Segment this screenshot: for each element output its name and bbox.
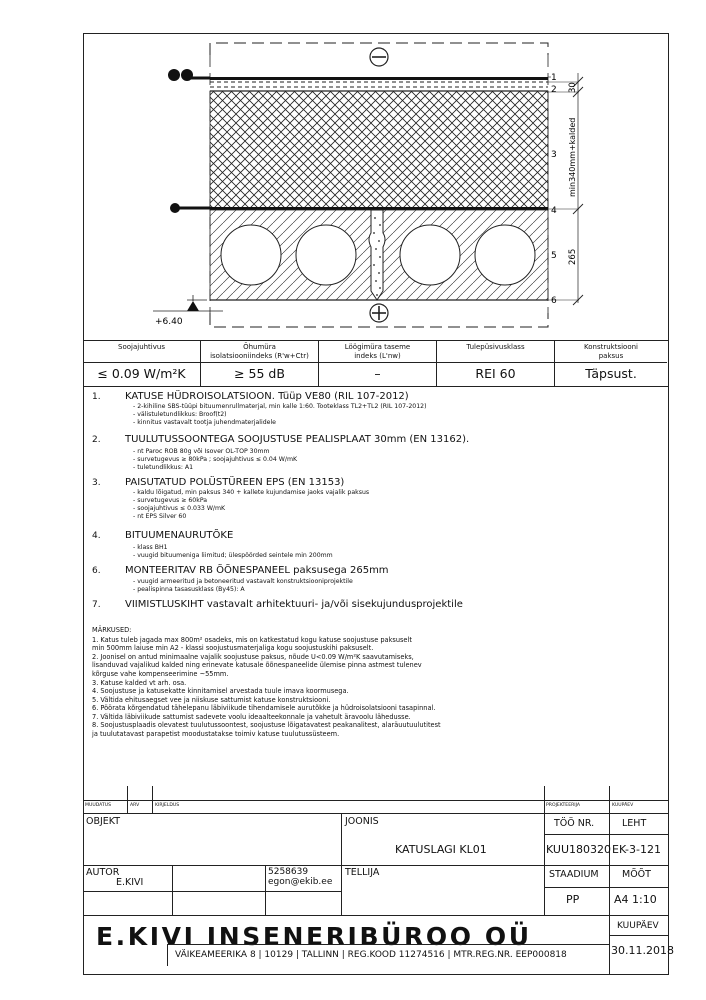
divider <box>152 786 153 814</box>
property-value: ≥ 55 dB <box>234 366 285 381</box>
phone-number: 5258639 <box>268 867 309 877</box>
property-value: REI 60 <box>475 366 516 381</box>
spec-detail: - pealispinna tasasusklass (By45): A <box>133 586 245 593</box>
divider <box>172 865 173 915</box>
note-line: min 500mm laiuse min A2 - klassi soojustusmaterjaliga kogu soojustuskihi paksuselt. <box>92 644 374 652</box>
drawing-title: KATUSLAGI KL01 <box>395 843 487 856</box>
autor-value: E.KIVI <box>116 877 144 888</box>
divider <box>544 786 545 814</box>
spec-number: 1. <box>92 392 101 402</box>
property-value: Täpsust. <box>585 366 637 381</box>
too-nr-label: TÖÖ NR. <box>554 818 595 829</box>
spec-detail: - tuletundlikkus: A1 <box>133 464 194 471</box>
layer-number: 2 <box>551 85 557 95</box>
level-label: +6.40 <box>155 317 183 327</box>
spec-number: 6. <box>92 566 101 576</box>
spec-title: VIIMISTLUSKIHT vastavalt arhitektuuri- ja/või sisekujundusprojektile <box>125 599 463 610</box>
layer-number: 5 <box>551 251 557 261</box>
note-line: 3. Katuse kalded vt arh. osa. <box>92 679 187 687</box>
dim-top: 30 <box>568 82 578 93</box>
autor-label: AUTOR <box>86 867 120 878</box>
company-address: VÄIKEAMEERIKA 8 | 10129 | TALLINN | REG.KOOD 11274516 | MTR.REG.NR. EEP000818 <box>175 950 567 960</box>
note-line: 1. Katus tuleb jagada max 800m² osadeks, mis on katkestatud kogu katuse soojustuse paksuselt <box>92 636 412 644</box>
divider <box>83 891 341 892</box>
divider <box>544 887 669 888</box>
property-heading: Õhumüra isolatsiooniindeks (R'w+Ctr) <box>201 341 318 363</box>
divider <box>609 915 669 916</box>
spec-number: 2. <box>92 435 101 445</box>
spec-title: KATUSE HÜDROISOLATSIOON. Tüüp VE80 (RIL 107-2012) <box>125 391 409 402</box>
layer-number: 3 <box>551 150 557 160</box>
divider <box>341 814 342 915</box>
spec-title: MONTEERITAV RB ÕÕNESPANEEL paksusega 265mm <box>125 565 389 576</box>
spec-detail: - vuugid bituumeniga liimitud; ülespöörded seintele min 200mm <box>133 552 333 559</box>
divider <box>127 786 128 814</box>
membrane-roll-icon <box>168 69 180 81</box>
property-value: ≤ 0.09 W/m²K <box>97 366 186 381</box>
membrane-roll-icon <box>170 203 180 213</box>
too-nr-value: KUU180320 <box>546 843 612 856</box>
property-column <box>83 341 201 386</box>
spec-detail: - kaldu lõigatud, min paksus 340 + kallete kujundamise jaoks vajalik paksus <box>133 489 370 496</box>
spec-number: 3. <box>92 478 101 488</box>
kuupaev-value: 30.11.2018 <box>611 944 674 957</box>
spec-number: 7. <box>92 600 101 610</box>
property-column <box>201 341 319 386</box>
spec-title: PAISUTATUD POLÜSTÜREEN EPS (EN 13153) <box>125 477 345 488</box>
company-name: E.KIVI INSENERIBÜROO OÜ <box>96 922 532 951</box>
note-line: kõrguse vahe kompenseerimine ~55mm. <box>92 670 229 678</box>
note-line: 5. Vältida ehitusaegset vee ja niiskuse sattumist katuse konstruktsiooni. <box>92 696 331 704</box>
spec-detail: - survetugevus ≥ 80kPa ; soojajuhtivus ≤ 0.04 W/mK <box>133 456 298 463</box>
revision-col-arv: ARV <box>130 803 140 808</box>
layer-number: 1 <box>551 73 557 83</box>
tellija-label: TELLIJA <box>345 867 380 878</box>
spec-title: BITUUMENAURUTÕKE <box>125 530 234 541</box>
property-column <box>319 341 437 386</box>
spec-detail: - klass BH1 <box>133 544 168 551</box>
leht-label: LEHT <box>622 818 647 829</box>
property-heading: Soojajuhtivus <box>83 341 200 363</box>
spec-detail: - nt Paroc ROB 80g või Isover OL-TOP 30mm <box>133 448 270 455</box>
staadium-label: STAADIUM <box>549 869 599 880</box>
moot-value: A4 1:10 <box>614 893 657 906</box>
spec-detail: - vuugid armeeritud ja betoneeritud vastavalt konstruktsiooniprojektile <box>133 578 353 585</box>
spec-detail: - kinnitus vastavalt tootja juhendmaterjalidele <box>133 419 276 426</box>
dim-insulation: min340mm+kalded <box>568 117 577 197</box>
divider <box>83 915 609 916</box>
note-line: ja tuulutatavast parapetist moodustatakse toimiv katuse tuulutussüsteem. <box>92 730 340 738</box>
divider <box>609 935 669 936</box>
divider <box>544 814 545 915</box>
kuupaev-label: KUUPÄEV <box>617 921 659 931</box>
divider <box>609 786 610 814</box>
roof-section-drawing <box>83 33 669 340</box>
revision-col-kirjeldus: KIRJELDUS <box>155 803 180 808</box>
layer-number: 4 <box>551 206 557 216</box>
spec-detail: - nt EPS Silver 60 <box>133 513 187 520</box>
divider <box>609 814 610 975</box>
divider <box>544 834 669 835</box>
note-line: 7. Vältida läbiviikude sattumist sadevete voolu ideaalteekonnale ja vahetult äravoolu lähedusse. <box>92 713 411 721</box>
spec-title: TUULUTUSSOONTEGA SOOJUSTUSE PEALISPLAAT 30mm (EN 13162). <box>125 434 470 445</box>
divider <box>265 865 266 915</box>
dim-slab: 265 <box>568 248 578 265</box>
moot-label: MÕÕT <box>622 869 651 880</box>
note-line: 8. Soojustusplaadis olevatest tuulutussoontest, soojustuse lõigatavatest peakanalitest, alaräuutuulutitest <box>92 721 441 729</box>
revision-col-kuupaev: KUUPÄEV <box>612 803 634 808</box>
objekt-label: OBJEKT <box>86 816 121 827</box>
revision-col-muudatus: MUUDATUS <box>85 803 112 808</box>
spec-detail: - 2-kihiline SBS-tüüpi bituumenrullmaterjal, min kalle 1:60. Tooteklass TL2+TL2 (RIL 107-2012) <box>133 403 427 410</box>
properties-table <box>83 340 669 387</box>
property-heading: Tulepüsivusklass <box>437 341 554 363</box>
spec-detail: - soojajuhtivus ≤ 0.033 W/mK <box>133 505 226 512</box>
spec-detail: - välistuletundlikkus: Broof(t2) <box>133 411 227 418</box>
joonis-label: JOONIS <box>345 816 379 827</box>
revision-col-projekteerija: PROJEKTEERIJA <box>546 803 581 808</box>
layer-number: 6 <box>551 296 557 306</box>
email-address: egon@ekib.ee <box>268 877 333 887</box>
note-line: 4. Soojustuse ja katusekatte kinnitamisel arvestada tuule imava koormusega. <box>92 687 349 695</box>
notes-heading: MÄRKUSED: <box>92 626 132 634</box>
property-heading: Konstruktsiooni paksus <box>555 341 667 363</box>
property-column <box>437 341 555 386</box>
spec-detail: - survetugevus ≥ 60kPa <box>133 497 208 504</box>
note-line: 2. Joonisel on antud minimaalne vajalik soojustuse paksus, nõude U<0.09 W/m²K saavutamiseks, <box>92 653 414 661</box>
staadium-value: PP <box>566 893 580 906</box>
property-heading: Löögimüra taseme indeks (L'nw) <box>319 341 436 363</box>
leht-value: EK-3-121 <box>612 843 661 856</box>
note-line: lisanduvad vajalikud kalded ning erinevate katusale õõnespaneelide ülemise pinna astmest tulenev <box>92 661 422 669</box>
spec-number: 4. <box>92 531 101 541</box>
property-value: – <box>374 366 381 381</box>
property-column <box>555 341 667 386</box>
note-line: 6. Pöörata kõrgendatud tähelepanu läbiviikude tihendamisele aurutõkke ja hüdroisolatsiooni tasapinnal. <box>92 704 436 712</box>
divider <box>544 865 669 866</box>
divider <box>83 865 544 866</box>
